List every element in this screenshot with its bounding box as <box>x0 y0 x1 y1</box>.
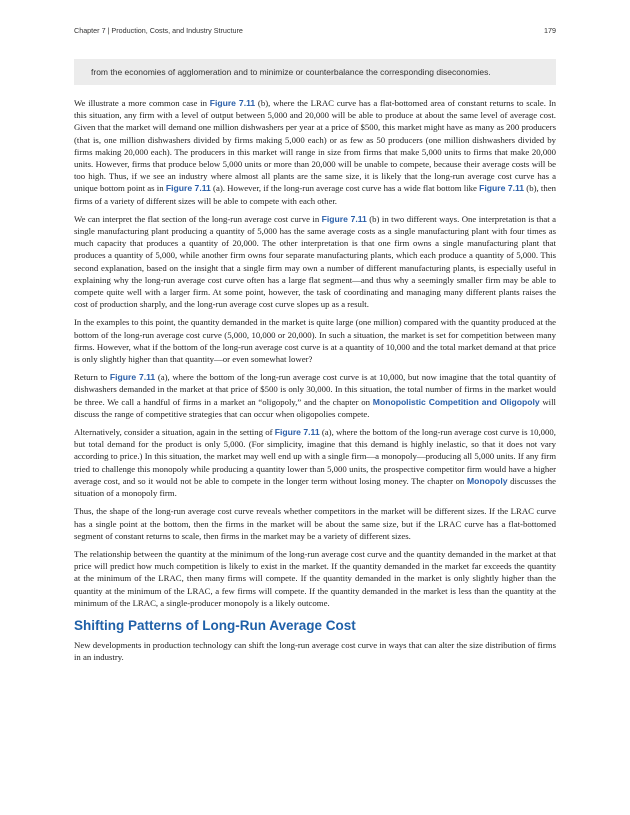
p5-text-1: Alternatively, consider a situation, again in the setting of <box>74 427 275 438</box>
chapter-link-monopoly[interactable]: Monopoly <box>466 475 508 486</box>
paragraph-3: In the examples to this point, the quantity demanded in the market is quite large (one million) compared with the quantity produced at the bottom of the long-run average cost curve (5,000, 10,000 or 20,000). In such a situation, the market is set for competition between many firms. However, what if the bottom of the long-run average cost curve is at a quantity of 10,000 and the total market demand at that price is only slightly higher than that quantity—or even somewhat lower? <box>74 317 556 365</box>
p2-text-2: (b) in two different ways. One interpretation is that a single manufacturing plant producing a quantity of 5,000 has the same average costs as a single manufacturing plant with four times as much capacity that produces a quantity of 20,000. The other interpretation is that one firm owns a single manufacturing plant that produces a quantity of 5,000, while another firm owns four separate manufacturing plants, which each produce a quantity of 5,000. This second explanation, based on the insight that a single firm may own a number of different manufacturing plants, is especially useful in explaining why the long-run average cost curve often has a large flat segment—and thus why a seemingly smaller firm may be able to compete quite well with a larger firm. At some point, however, the task of coordinating and managing many different plants raises the cost of production sharply, and the long-run average cost curve slopes up as a result. <box>74 213 557 310</box>
callout-text: from the economies of agglomeration and to minimize or counterbalance the corresponding diseconomies. <box>91 66 491 77</box>
chapter-link-monopolistic-competition[interactable]: Monopolistic Competition and Oligopoly <box>372 396 540 407</box>
p1-text-4: (b), then firms of a variety of different sizes will be able to compete with each other. <box>74 183 556 206</box>
paragraph-6: Thus, the shape of the long-run average cost curve reveals whether competitors in the market will be different sizes. If the LRAC curve has a single point at the bottom, then the firms in the market will be about the same size, but if the LRAC curve has a flat-bottomed segment of constant returns to scale, then firms in the market may be a variety of different sizes. <box>74 506 556 541</box>
p5-text-2: (a), where the bottom of the long-run average cost curve is 10,000, but total demand for the product is only 5,000. (For simplicity, imagine that this demand is highly inelastic, so that it does not vary according to price.) In this situation, the market may well end up with a single firm—a monopoly—producing all 5,000 units. If any firm tried to challenge this monopoly while producing a quantity lower than 5,000 units, the prospective competitor firm would have a higher average cost, and so it would not be able to compete in the longer term without losing money. The chapter on <box>74 427 556 486</box>
paragraph-1 <box>74 97 556 207</box>
paragraph-7: The relationship between the quantity at the minimum of the long-run average cost curve and the quantity demanded in the market at that price will predict how much competition is likely to exist in the market. If the quantity demanded in the market far exceeds the quantity at the minimum of the LRAC, then many firms will compete. If the quantity demanded in the market is only slightly higher than the quantity at the minimum of the LRAC, a few firms will compete. If the quantity demanded in the market is less than the quantity at the minimum of the LRAC, a single-producer monopoly is a likely outcome. <box>74 548 556 608</box>
figure-7-11-link[interactable]: Figure 7.11 <box>109 372 156 383</box>
figure-7-11-link[interactable]: Figure 7.11 <box>165 183 211 194</box>
callout-box <box>74 59 556 85</box>
figure-7-11-link[interactable]: Figure 7.11 <box>479 183 525 194</box>
figure-7-11-link[interactable]: Figure 7.11 <box>209 98 256 108</box>
chapter-title: Chapter 7 | Production, Costs, and Industry Structure <box>74 26 243 35</box>
figure-7-11-link[interactable]: Figure 7.11 <box>321 213 367 224</box>
section-heading: Shifting Patterns of Long-Run Average Cost <box>74 617 356 633</box>
paragraph-4 <box>74 371 556 420</box>
figure-7-11-link[interactable]: Figure 7.11 <box>274 427 320 438</box>
page-number: 179 <box>544 26 556 35</box>
running-header <box>74 26 556 35</box>
p4-text-3: will discuss the range of competitive strategies that can occur when oligopolies compete. <box>74 396 556 419</box>
paragraph-5 <box>74 426 556 499</box>
paragraph-2 <box>74 213 556 311</box>
p1-text-2: (b), where the LRAC curve has a flat-bottomed area of constant returns to scale. In this situation, any firm with a level of output between 5,000 and 20,000 will be able to produce at about the same level of average cost. Given that the market will demand one million dishwashers per year at a price of $500, this market might have as many as 200 producers (that is, one million dishwashers divided by firms making 5,000 each) or as few as 50 producers (one million dishwashers divided by firms making 20,000 each). The producers in this market will range in size from firms that make 5,000 units to firms that make 20,000 units. However, firms that produce below 5,000 units or more than 20,000 will be unable to compete, because their average costs will be too high. Thus, if we see an industry where almost all plants are the same size, it is likely that the long-run average cost curve has a unique bottom point as in <box>74 98 556 194</box>
section-paragraph: New developments in production technology can shift the long-run average cost curve in ways that can alter the size distribution of firms in an industry. <box>74 639 556 663</box>
p4-text-2: (a), where the bottom of the long-run average cost curve is at 10,000, but now imagine that the total quantity of dishwashers demanded in the market at that price of $500 is only 30,000. In this situation, the total number of firms in the market would be three. We call a handful of firms in a market an “oligopoly,” and the chapter on <box>74 372 557 407</box>
p5-text-3: discusses the situation of a monopoly firm. <box>74 475 556 499</box>
p1-text-3: (a). However, if the long-run average cost curve has a wide flat bottom like <box>210 183 480 194</box>
p2-text-1: We can interpret the flat section of the long-run average cost curve in <box>74 213 322 224</box>
p1-text-1: We illustrate a more common case in <box>74 98 210 108</box>
p4-text-1: Return to <box>74 372 110 383</box>
main-content <box>74 97 556 669</box>
